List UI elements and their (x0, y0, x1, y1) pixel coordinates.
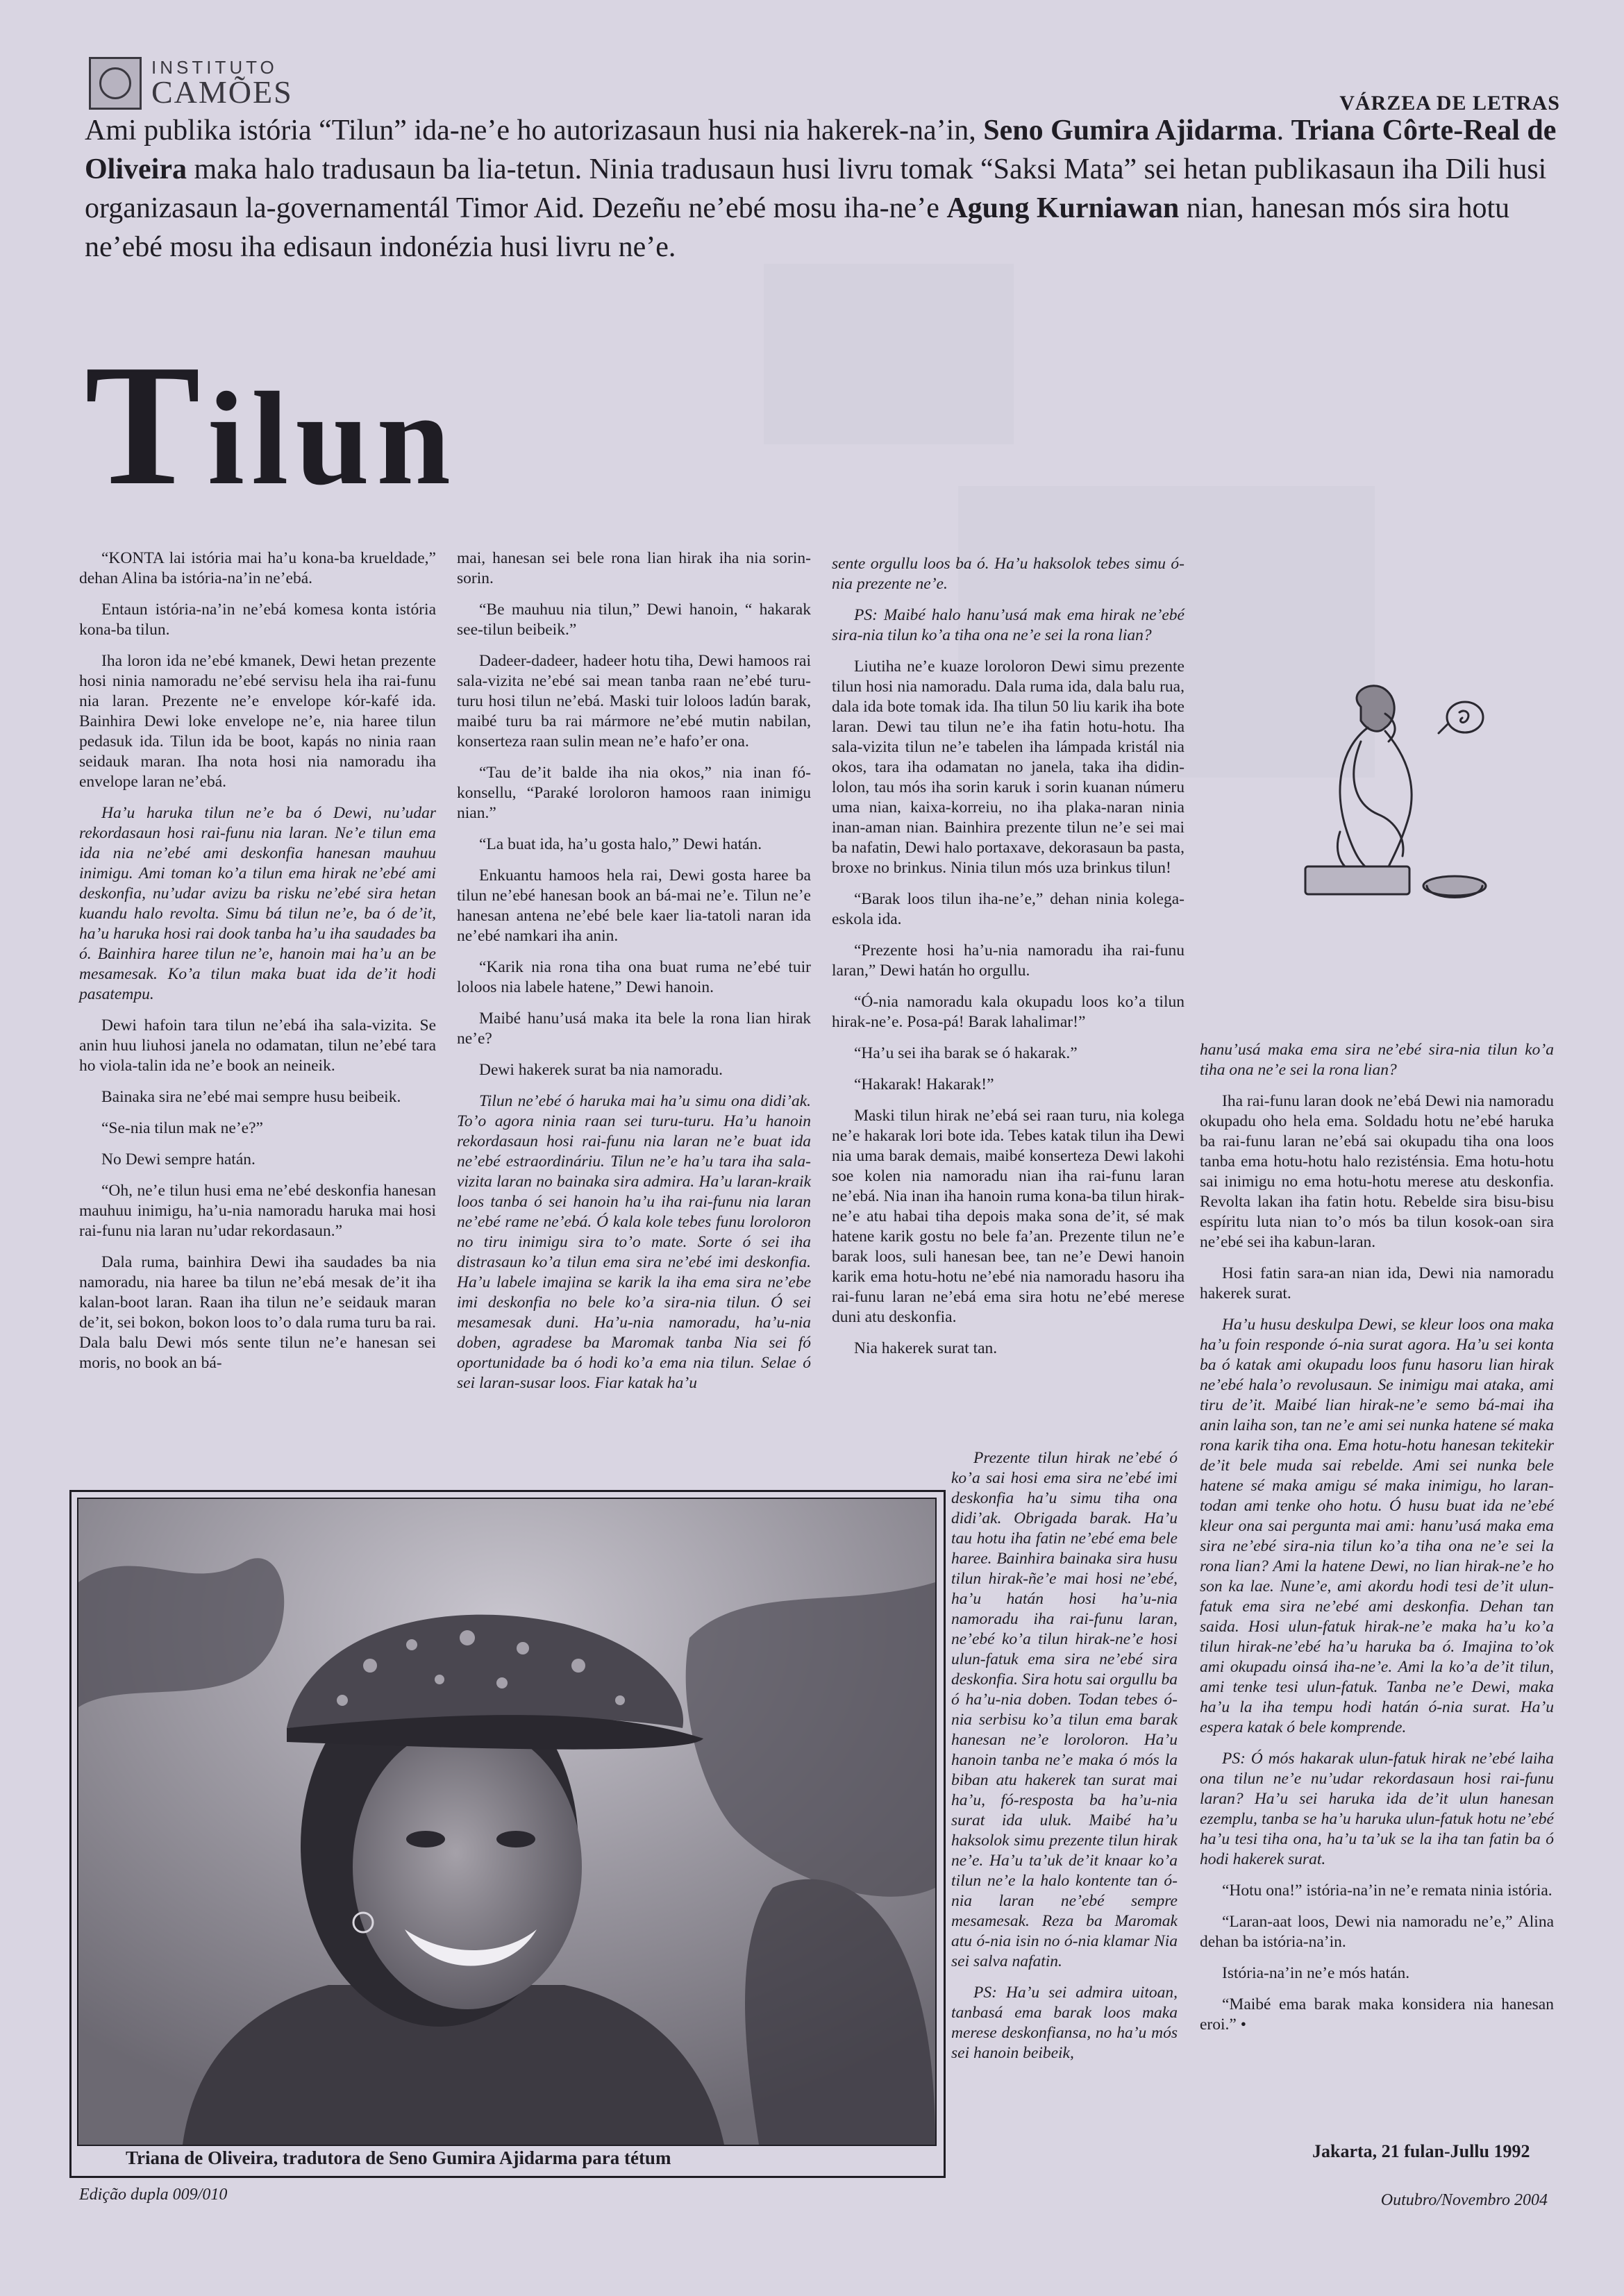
paragraph: “Se-nia tilun mak ne’e?” (101, 1119, 263, 1137)
bleed-through-block (764, 264, 1014, 444)
instituto-camoes-logo (89, 58, 293, 108)
paragraph: Enkuantu hamoos hela rai, Dewi gosta haree ba tilun ne’ebé hanesan book an bá-mai ne’e. Tilun ne’e hanesan antena ne’ebé bele kaer lia-tatoli naran ida ne’ebé namkari iha anin. (457, 866, 811, 945)
paragraph: No Dewi sempre hatán. (101, 1150, 256, 1168)
paragraph: Maibé hanu’usá maka ita bele la rona lian hirak ne’e? (457, 1009, 811, 1048)
paragraph: Dadeer-dadeer, hadeer hotu tiha, Dewi hamoos rai sala-vizita ne’ebé sai mean tanba raan ne’ebé turu-turu hosi tilun ne’ebá. Maski tuir loloos ladún barak, maibé turu ba rai mármore ne’ebé mutin nabilan, konserteza raan sulin mean ne’e hafo’er ona. (457, 652, 811, 751)
logo-top-text: INSTITUTO (151, 57, 278, 78)
letter-ps: PS: Ó mós hakarak ulun-fatuk hirak ne’ebé laiha ona tilun ne’e nu’udar rekordasaun hosi rai-funu laran? Ha’u sei haruka ida de’it ulun hanesan ezemplu, tanba se ha’u haruka ulun-fatuk hotu ne’ebé ha’u tesi tiha ona, ha’u ta’uk se la iha tan fatin ba ó hodi hakerek surat. (1200, 1750, 1554, 1868)
paragraph: Dala ruma, bainhira Dewi iha saudades ba nia namoradu, nia haree ba tilun ne’ebá mesak de’it iha kalan-boot laran. Raan iha tilun ne’e seidauk maran de’it, sei bokon, bokon loos to’o dala ruma turu ba rai. Dala balu Dewi mós sente tilun ne’e hanesan sei moris, no book an bá- (79, 1253, 436, 1372)
paragraph: “Maibé ema barak maka konsidera nia hanesan eroi.” • (1200, 1995, 1554, 2034)
paragraph: Dewi hafoin tara tilun ne’ebá iha sala-vizita. Se anin huu liuhosi janela no odamatan, tilun ne’ebé tara ho viola-talin ida ne’e book an neineik. (79, 1016, 436, 1075)
portrait-photo-drawing (78, 1499, 935, 2145)
paragraph: “Laran-aat loos, Dewi nia namoradu ne’e,” Alina dehan ba istória-na’in. (1200, 1913, 1554, 1951)
letter-paragraph: Tilun ne’ebé ó haruka mai ha’u simu ona didi’ak. To’o agora ninia raan sei turu-turu. Ha’u hanoin rekordasaun hosi rai-funu nia laran ne’e buat ida ne’ebé estraordináriu. Tilun ne’e ha’u tara iha sala-vizita laran no bainaka sira admira. Ha’u laran-kraik loos tanba ó sei hanoin ha’u iha rai-funu nia laran ne’ebé rame ne’ebá. Ó kala kole tebes funu loroloron no tiru inimigu sira to’o mate. Sorte ó sei iha distrasaun ko’a tilun ema sira ne’ebé imi deskonfia. Ha’u labele imajina se karik la iha ema sira ne’ebe imi deskonfia no bele ko’a sira-nia tilun. Ó sei mesamesak duni. Ha’u-nia namoradu, ha’u-nia doben, agradese ba Maromak tanba Nia sei fó oportunidade ba ó hodi ko’a ema nia tilun. Selae ó sei laran-susar loos. Fiar katak ha’u (457, 1092, 811, 1392)
paragraph: Iha loron ida ne’ebé kmanek, Dewi hetan prezente hosi ninia namoradu ne’ebé servisu hela iha rai-funu nia laran. Prezente ne’e envelope kór-kafé ida. Bainhira Dewi loke envelope ne’e, nia haree tilun pedasuk ida. Tilun ida be boot, kapás no ninia raan seidauk maran. Iha nota hosi nia namoradu iha envelope laran ne’ebá. (79, 652, 436, 791)
translator-name: Triana Côrte-Real de Oliveira (85, 115, 1557, 185)
paragraph: “Oh, ne’e tilun husi ema ne’ebé deskonfia hanesan mauhuu inimigu, ha’u-nia namoradu haruka mai hosi rai-funu nia laran nu’udar rekordasaun.” (79, 1182, 436, 1240)
paragraph: “Karik nia rona tiha ona buat ruma ne’ebé tuir loloos nia labele hatene,” Dewi hanoin. (457, 958, 811, 996)
paragraph: “Hotu ona!” istória-na’in ne’e remata ninia istória. (1222, 1882, 1552, 1900)
paragraph: Dewi hakerek surat ba nia namoradu. (479, 1061, 723, 1079)
letter-ps: PS: Maibé halo hanu’usá mak ema hirak ne’ebé sira-nia tilun ko’a tiha ona ne’e sei la rona lian? (832, 606, 1184, 644)
article-column-3-lower (951, 1448, 1178, 2075)
letter-paragraph: hanu’usá maka ema sira ne’ebé sira-nia tilun ko’a tiha ona ne’e sei la rona lian? (1200, 1041, 1554, 1079)
date-footer: Outubro/Novembro 2004 (1380, 2191, 1548, 2209)
article-column-2 (457, 548, 811, 1405)
paragraph: “Ó-nia namoradu kala okupadu loos ko’a tilun hirak-ne’e. Posa-pá! Barak lahalimar!” (832, 993, 1184, 1031)
paragraph: Iha rai-funu laran dook ne’ebá Dewi nia namoradu okupadu oho hela ema. Soldadu hotu ne’ebé haruka ba rai-funu laran ne’ebá sai okupadu tiha ona loos tanba ema hotu-hotu halo rezisténsia. Ema hotu-hotu sai inimigu no ema hotu-hotu merese atu deskonfia. Revolta lakan iha fatin hotu. Rebelde sira bisu-bisu espíritu luta nian to’o mós ba tilun kosok-oan sira ne’ebé sei iha kabun-laran. (1200, 1092, 1554, 1251)
paragraph: “Prezente hosi ha’u-nia namoradu iha rai-funu laran,” Dewi hatán ho orgullu. (832, 941, 1184, 980)
illustrator-name: Agung Kurniawan (946, 192, 1180, 224)
paragraph: “Ha’u sei iha barak se ó hakarak.” (854, 1044, 1078, 1062)
section-label: VÁRZEA DE LETRAS (1339, 92, 1560, 115)
article-column-1 (79, 548, 436, 1384)
paragraph: Liutiha ne’e kuaze loroloron Dewi simu prezente tilun hosi nia namoradu. Dala ruma ida, dala balu rua, dala ida bote tomak ida. Iha tilun 50 liu karik iha bote laran. Dewi tau tilun ne’e iha fatin hotu-hotu. Iha sala-vizita tilun ne’e tabelen iha lámpada kristál nia okos, tara iha odamatan no janela, taka iha didin-lolon, tau mós iha sorin karuk i sorin kuanan númeru uma nian, kaixa-korreiu, no iha plaka-naran ninia inan-aman nian. Bainhira prezente tilun ne’e sei mai ba nafatin, Dewi halo portaxave, dekorasaun ba pasta, broxe no brinkus. Ninia tilun mós uza brinkus tilun! (832, 657, 1184, 877)
paragraph: Nia hakerek surat tan. (854, 1339, 998, 1357)
paragraph: Istória-na’in ne’e mós hatán. (1222, 1964, 1410, 1982)
paragraph: “La buat ida, ha’u gosta halo,” Dewi hatán. (479, 835, 762, 853)
paragraph: Maski tilun hirak ne’ebá sei raan turu, nia kolega ne’e hakarak lori bote ida. Tebes katak tilun iha Dewi nia uma barak demais, maibé konserteza Dewi lakohi soe kolen nia namoradu nian iha rai-funu laran ne’ebá. Nia inan iha hanoin ruma kona-ba tilun hirak-ne’e atu habai tiha depois maka sona de’it, sé mak hatene karik gostu no bele fa’an. Prezente tilun ne’e barak loos, suli hanesan bee, tan ne’e Dewi hanoin karik ema hotu-hotu ne’ebé nia namoradu hasoru iha rai-funu laran ne’ebá ema sira hotu ne’ebé merese duni atu deskonfia. (832, 1107, 1184, 1326)
paragraph: “Be mauhuu nia tilun,” Dewi hanoin, “ hakarak see-tilun beibeik.” (457, 601, 811, 639)
paragraph: “Barak loos tilun iha-ne’e,” dehan ninia kolega-eskola ida. (832, 890, 1184, 928)
article-title: Tilun (85, 329, 458, 521)
letter-paragraph: Ha’u husu deskulpa Dewi, se kleur loos ona maka ha’u foin responde ó-nia surat agora. Ha’u sei konta ba ó katak ami okupadu loos funu hasoru lian hirak ne’ebé hala’o revolusaun. Se inimigu mai ataka, ami tiru de’it. Maibé lian hirak-ne’e semo bá-mai iha anin laiha son, tan ne’e ami sei nunka hatene sé maka rona karik tiha ona. Ema hotu-hotu hanesan tekitekir de’it bele muda sai rebelde. Ami sei nunka bele hatene sé maka amigu sé maka inimigu, ho laran-todan ami tenke oho hotu. Ó husu buat ida ne’ebé kleur ona sai pergunta mai ami: hanu’usá maka ema sira ne’ebé sira-nia tilun ko’a tiha ona ne’e sei la rona lian? Ami la hatene Dewi, no lian hirak-ne’e ho son ka lae. Nune’e, ami akordu hodi tesi de’it ulun-fatuk ema sira ne’ebé ami deskonfia. Dehan tan saida. Hosi ulun-fatuk hirak-ne’e maka ha’u ko’a tilun hirak-ne’ebé ha’u haruka ba ó. Imajina to’ok ami okupadu oinsá iha-ne’e. Ami la ko’a de’it tilun, ami tenke tesi ulun-fatuk. Tanba ne’e Dewi, maka ha’u la iha tempu hodi hatán ó-nia surat. Ha’u espera katak ó bele komprende. (1200, 1316, 1554, 1736)
translator-photo-frame (69, 1490, 946, 2178)
translator-photo (77, 1498, 937, 2146)
paragraph: “Hakarak! Hakarak!” (854, 1075, 994, 1093)
photo-caption: Triana de Oliveira, tradutora de Seno Gumira Ajidarma para tétum (126, 2147, 671, 2168)
paragraph: mai, hanesan sei bele rona lian hirak iha nia sorin-sorin. (457, 549, 811, 587)
paragraph: Entaun istória-na’in ne’ebá komesa konta istória kona-ba tilun. (79, 601, 436, 639)
letter-ps: PS: Ha’u sei admira uitoan, tanbasá ema barak loos maka merese deskonfiansa, no ha’u mós sei hanoin beibeik, (951, 1984, 1178, 2062)
paragraph: “KONTA lai istória mai ha’u kona-ba krueldade,” dehan Alina ba istória-na’in ne’ebá. (79, 549, 436, 587)
author-name: Seno Gumira Ajidarma (983, 115, 1277, 146)
letter-paragraph: Ha’u haruka tilun ne’e ba ó Dewi, nu’udar rekordasaun hosi rai-funu nia laran. Ne’e tilun ema ida nia ne’ebé ami deskonfia hanesan mauhuu inimigu. Ami toman ko’a tilun ema hirak ne’ebé ami deskonfia, nu’udar avizu ba risku ne’ebé sira hetan kuandu halo revolta. Simu bá tilun ne’e, ba ó de’it, ha’u haruka hosi rai dook tanba ha’u iha saudades ba ó. Bainhira haree tilun ne’e, hanoin mai ha’u an be mesamesak. Ko’a tilun maka buat ida de’it hodi pasatempu. (79, 804, 436, 1003)
paragraph: “Tau de’it balde iha nia okos,” nia inan fó-konsellu, “Paraké loroloron hamoos raan inimigu nian.” (457, 764, 811, 822)
edition-footer: Edição dupla 009/010 (79, 2186, 228, 2204)
paragraph: Hosi fatin sara-an nian ida, Dewi nia namoradu hakerek surat. (1200, 1264, 1554, 1302)
letter-paragraph: sente orgullu loos ba ó. Ha’u haksolok tebes simu ó-nia prezente ne’e. (832, 555, 1184, 593)
letter-paragraph: Prezente tilun hirak ne’ebé ó ko’a sai hosi ema sira ne’ebé imi deskonfia ha’u simu tiha ona didi’ak. Obrigada barak. Ha’u tau hotu iha fatin ne’ebé ema bele haree. Bainhira bainaka sira husu tilun hirak-ñe’e mai hosi ne’ebé, ha’u hatán hosi ha’u-nia namoradu iha rai-funu laran, ne’ebé ko’a tilun hirak-ne’e hosi ulun-fatuk ema sira ne’ebé sira deskonfia. Sira hotu sai orgullu ba ó ha’u-nia doben. Todan tebes ó-nia serbisu ko’a tilun ema barak hanesan ne’e loroloron. Ha’u hanoin tanba ne’e maka ó mós la biban atu hakerek tan surat mai ha’u, fó-resposta ba ha’u-nia surat ida uluk. Maibé ha’u haksolok simu prezente tilun hirak ne’e. Ha’u ta’uk de’it knaar ko’a tilun ne’e la halo kontente tan ó-nia laran ne’ebé sempre mesamesak. Reza ba Maromak atu ó-nia isin no ó-nia klamar Nia sei salva nafatin. (951, 1449, 1178, 1970)
logo-main-text: CAMÕES (151, 74, 293, 110)
article-column-4 (1200, 1040, 1554, 2046)
paragraph: Bainaka sira ne’ebé mai sempre husu beibeik. (101, 1088, 401, 1106)
intro-paragraph: Ami publika istória “Tilun” ida-ne’e ho autorizasaun husi nia hakerek-na’in, Seno Gumira Ajidarma. Triana Côrte-Real de Oliveira maka halo tradusaun ba lia-tetun. Ninia tradusaun husi livru tomak “Saksi Mata” sei hetan publikasaun iha Dili husi organizasaun la-governamentál Timor Aid. Dezeñu ne’ebé mosu iha-ne’e Agung Kurniawan nian, hanesan mós sira hotu ne’ebé mosu iha edisaun indonézia husi livru ne’e. (85, 115, 1557, 263)
article-column-3 (832, 554, 1184, 1370)
place-date-signoff: Jakarta, 21 fulan-Jullu 1992 (1312, 2141, 1530, 2161)
camoes-emblem-icon (89, 57, 142, 110)
crouching-figure-illustration (1257, 665, 1507, 929)
